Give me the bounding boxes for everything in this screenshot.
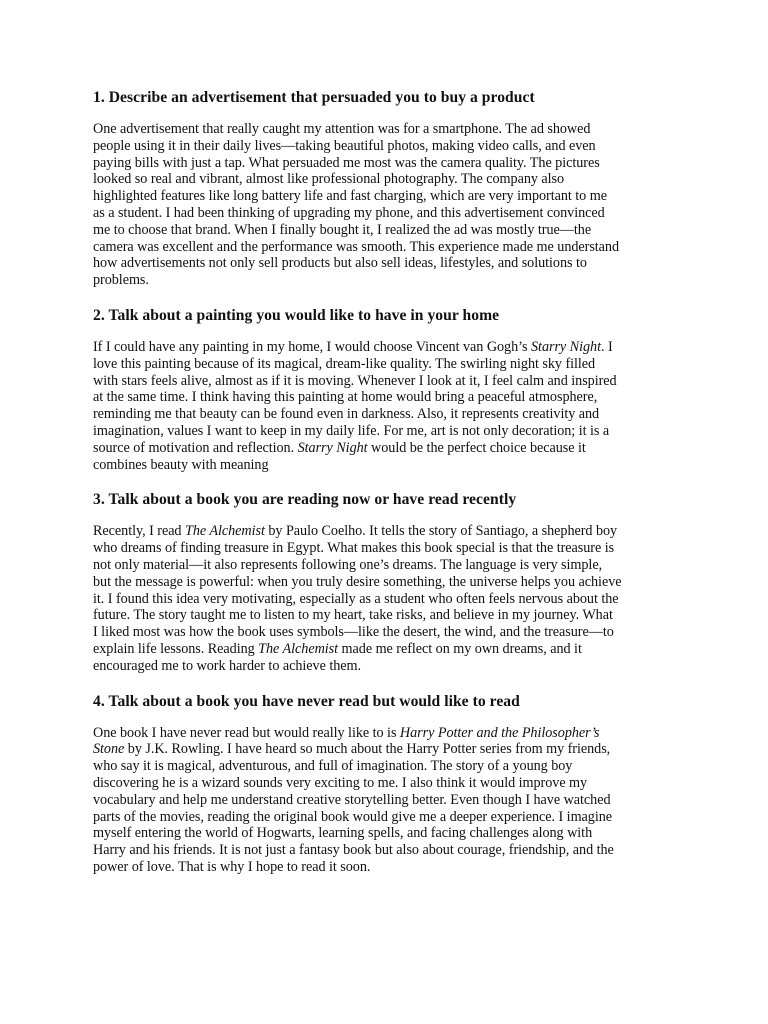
paragraph-line: [93, 741, 683, 758]
section-paragraph: [93, 523, 683, 674]
paragraph-line: [93, 641, 683, 658]
paragraph-text: myself entering the world of Hogwarts, learning spells, and facing challenges along with: [93, 825, 593, 842]
paragraph-line: [93, 457, 683, 474]
italic-title-text: Harry Potter and the Philosopher’s: [399, 724, 600, 741]
paragraph-line: [93, 373, 683, 390]
paragraph-text: paying bills with just a tap. What persuaded me most was the camera quality. The pictures: [93, 154, 600, 171]
paragraph-line: [93, 188, 683, 205]
paragraph-text: me to choose that brand. When I finally bought it, I realized the ad was mostly true—the: [93, 221, 592, 238]
paragraph-text: how advertisements not only sell products but also sell ideas, lifestyles, and solutions to: [93, 255, 587, 272]
section-paragraph: [93, 725, 683, 876]
paragraph-line: [93, 255, 683, 272]
paragraph-text: problems.: [93, 272, 149, 289]
paragraph-line: [93, 272, 683, 289]
paragraph-text: people using it in their daily lives—taking beautiful photos, making video calls, and even: [93, 137, 596, 154]
paragraph-line: [93, 339, 683, 356]
paragraph-line: [93, 540, 683, 557]
paragraph-line: [93, 121, 683, 138]
paragraph-text: combines beauty with meaning: [93, 456, 269, 473]
paragraph-line: [93, 389, 683, 406]
paragraph-text: as a student. I had been thinking of upgrading my phone, and this advertisement convinced: [93, 204, 605, 221]
paragraph-line: [93, 356, 683, 373]
paragraph-line: [93, 658, 683, 675]
section-heading: 4. Talk about a book you have never read but would like to read: [93, 692, 520, 710]
italic-title-text: The Alchemist: [258, 640, 339, 657]
paragraph-text: it. I found this idea very motivating, especially as a student who often feels nervous about the: [93, 590, 619, 607]
paragraph-text: not only material—it also represents following one’s dreams. The language is very simple,: [93, 556, 603, 573]
paragraph-line: [93, 171, 683, 188]
paragraph-text: Harry and his friends. It is not just a fantasy book but also about courage, friendship, and the: [93, 842, 614, 859]
paragraph-line: [93, 624, 683, 641]
paragraph-text: encouraged me to work harder to achieve them.: [93, 657, 361, 674]
paragraph-line: [93, 591, 683, 608]
paragraph-text: by J.K. Rowling. I have heard so much about the Harry Potter series from my friends,: [124, 741, 611, 758]
italic-title-text: The Alchemist: [184, 523, 265, 540]
paragraph-text: future. The story taught me to listen to my heart, take risks, and believe in my journey. What: [93, 607, 613, 624]
paragraph-line: [93, 574, 683, 591]
section-heading: 2. Talk about a painting you would like to have in your home: [93, 306, 500, 324]
paragraph-text: looked so real and vibrant, almost like professional photography. The company also: [93, 171, 565, 188]
paragraph-line: [93, 859, 683, 876]
section-3: [93, 490, 683, 674]
paragraph-text: would be the perfect choice because it: [367, 439, 586, 456]
paragraph-line: [93, 138, 683, 155]
paragraph-text: who say it is magical, adventurous, and full of imagination. The story of a young boy: [93, 758, 573, 775]
section-paragraph: [93, 121, 683, 289]
section-2: [93, 306, 683, 473]
paragraph-text: imagination, values I want to keep in my daily life. For me, art is not only decoration; it is a: [93, 422, 610, 439]
paragraph-text: with stars feels alive, almost as if it is moving. Whenever I look at it, I feel calm and inspired: [93, 372, 617, 389]
section-1: [93, 88, 683, 289]
paragraph-line: [93, 222, 683, 239]
paragraph-line: [93, 440, 683, 457]
paragraph-line: [93, 523, 683, 540]
paragraph-text: by Paulo Coelho. It tells the story of Santiago, a shepherd boy: [264, 523, 618, 540]
paragraph-line: [93, 205, 683, 222]
paragraph-text: Recently, I read: [93, 523, 185, 540]
paragraph-text: love this painting because of its magical, dream-like quality. The swirling night sky filled: [93, 355, 596, 372]
paragraph-text: but the message is powerful: when you truly desire something, the universe helps you achieve: [93, 573, 622, 590]
italic-title-text: Starry Night: [531, 338, 601, 355]
paragraph-line: [93, 792, 683, 809]
paragraph-line: [93, 239, 683, 256]
paragraph-line: [93, 557, 683, 574]
italic-title-text: Starry Night: [297, 439, 368, 456]
paragraph-text: reminding me that beauty can be found even in darkness. Also, it represents creativity and: [93, 406, 600, 423]
paragraph-text: at the same time. I think having this painting at home would bring a peaceful atmosphere,: [93, 389, 598, 406]
italic-title-text: Stone: [93, 741, 125, 758]
paragraph-text: One book I have never read but would really like to is: [93, 724, 400, 741]
paragraph-text: who dreams of finding treasure in Egypt. What makes this book special is that the treasure is: [93, 540, 615, 557]
paragraph-text: made me reflect on my own dreams, and it: [338, 640, 582, 657]
paragraph-text: source of motivation and reflection.: [93, 439, 298, 456]
paragraph-text: vocabulary and help me understand creative storytelling better. Even though I have watched: [93, 791, 611, 808]
paragraph-text: explain life lessons. Reading: [93, 640, 259, 657]
paragraph-text: camera was excellent and the performance was smooth. This experience made me understand: [93, 238, 620, 255]
paragraph-line: [93, 423, 683, 440]
paragraph-line: [93, 406, 683, 423]
paragraph-text: . I: [600, 338, 613, 355]
section-4: [93, 692, 683, 876]
paragraph-text: parts of the movies, reading the original book would give me a deeper experience. I imagine: [93, 808, 613, 825]
paragraph-text: power of love. That is why I hope to read it soon.: [93, 858, 371, 875]
paragraph-text: I liked most was how the book uses symbols—like the desert, the wind, and the treasure—to: [93, 624, 614, 641]
paragraph-line: [93, 775, 683, 792]
paragraph-text: highlighted features like long battery life and fast charging, which are very important to me: [93, 188, 607, 205]
paragraph-line: [93, 155, 683, 172]
section-heading: 1. Describe an advertisement that persuaded you to buy a product: [93, 89, 535, 106]
paragraph-line: [93, 607, 683, 624]
paragraph-line: [93, 809, 683, 826]
section-heading: 3. Talk about a book you are reading now or have read recently: [93, 491, 517, 509]
section-paragraph: [93, 339, 683, 473]
paragraph-text: One advertisement that really caught my attention was for a smartphone. The ad showed: [93, 121, 591, 137]
paragraph-line: [93, 758, 683, 775]
paragraph-text: If I could have any painting in my home, I would choose Vincent van Gogh’s: [93, 338, 532, 355]
paragraph-line: [93, 842, 683, 859]
paragraph-line: [93, 825, 683, 842]
document-content: [93, 88, 683, 893]
paragraph-text: discovering he is a wizard sounds very exciting to me. I also think it would improve my: [93, 774, 588, 791]
paragraph-line: [93, 725, 683, 742]
